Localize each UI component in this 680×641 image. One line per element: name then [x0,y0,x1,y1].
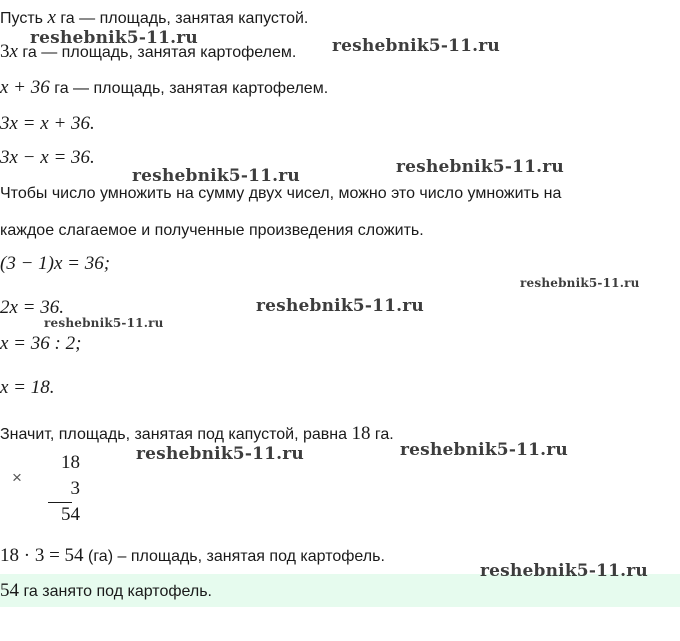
watermark: reshebnik5-11.ru [30,28,198,48]
watermark: reshebnik5-11.ru [480,561,648,581]
line-potato-area: 3x га — площадь, занятая картофелем. [0,41,297,62]
equation-2: 3x − x = 36. [0,147,95,168]
watermark: reshebnik5-11.ru [256,296,424,316]
equation-4: 2x = 36. [0,297,65,318]
equation-6: x = 18. [0,377,55,398]
equation-5: x = 36 : 2; [0,333,82,354]
line-potato-area-alt: x + 36 га — площадь, занятая картофелем. [0,77,329,98]
potato-calculation: 18 · 3 = 54 (га) – площадь, занятая под картофель. [0,545,385,566]
line-intro: Пусть x га — площадь, занятая капустой. [0,7,309,28]
answer-text: 54 га занято под картофель. [0,580,212,601]
watermark: reshebnik5-11.ru [520,276,640,290]
column-multiplication [8,452,88,528]
result-divider [48,502,72,503]
variable-x: x [47,7,56,28]
product: 54 [61,504,80,525]
equation-3: (3 − 1)x = 36; [0,253,111,274]
watermark: reshebnik5-11.ru [132,166,300,186]
multiply-icon: × [12,468,22,487]
watermark: reshebnik5-11.ru [400,440,568,460]
cabbage-conclusion: Значит, площадь, занятая под капустой, равна 18 га. [0,423,394,444]
watermark: reshebnik5-11.ru [396,157,564,177]
watermark: reshebnik5-11.ru [44,316,164,330]
multiplier: 3 [70,478,80,499]
equation-1: 3x = x + 36. [0,113,95,134]
watermark: reshebnik5-11.ru [136,444,304,464]
watermark: reshebnik5-11.ru [332,36,500,56]
rule-text-1: Чтобы число умножить на сумму двух чисел, можно это число умножить на [0,185,562,202]
rule-text-2: каждое слагаемое и полученные произведения сложить. [0,222,424,239]
multiplicand: 18 [61,452,80,473]
